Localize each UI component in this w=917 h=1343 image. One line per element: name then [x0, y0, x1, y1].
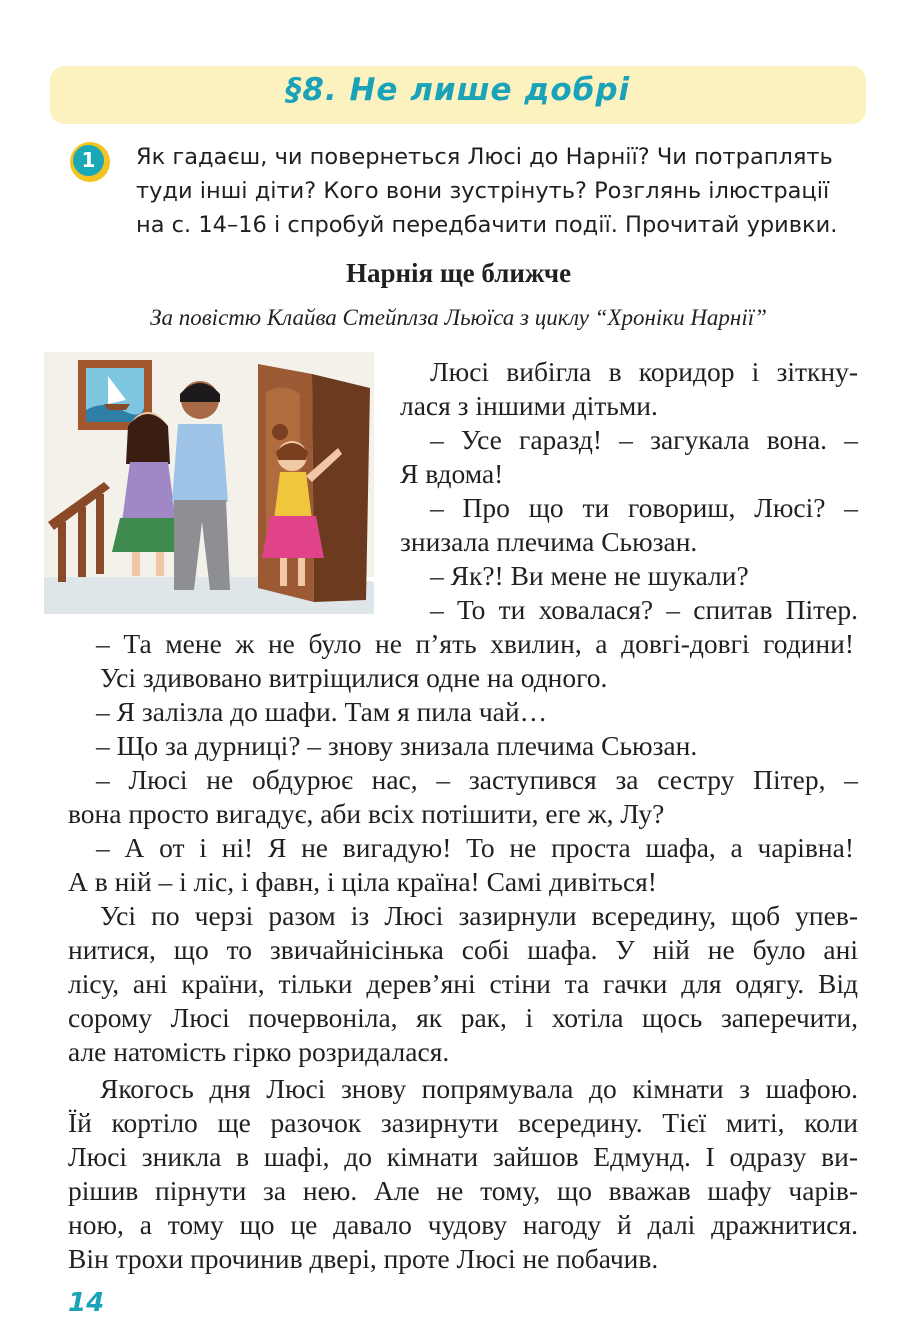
page-number: 14	[68, 1288, 105, 1318]
text-line: Він трохи прочинив двері, проте Люсі не побачив.	[68, 1243, 659, 1274]
task-line: туди інші діти? Кого вони зустрінуть? Розглянь ілюстрації	[136, 178, 830, 204]
text-line: – Усе гаразд! – загукала вона. –	[430, 424, 858, 455]
text-line: Люсі вибігла в коридор і зіткну-	[430, 356, 858, 387]
section-title: §8. Не лише добрі	[285, 72, 631, 108]
text-line: лісу, ані країни, тільки дерев’яні стіни та гачки для одягу. Від	[68, 968, 858, 999]
children-illustration	[44, 352, 374, 614]
task-line: Як гадаєш, чи повернеться Люсі до Нарнії? Чи потраплять	[136, 144, 833, 170]
text-line: – Люсі не обдурює нас, – заступився за сестру Пітер, –	[96, 764, 858, 795]
section-title-band	[50, 66, 866, 124]
text-line: – Що за дурниці? – знову знизала плечима Сьюзан.	[96, 730, 698, 761]
text-line: – А от і ні! Я не вигадую! То не проста шафа, а чарівна!	[96, 832, 854, 863]
text-line: – Як?! Ви мене не шукали?	[430, 560, 749, 591]
text-line: – Про що ти говориш, Люсі? –	[430, 492, 858, 523]
text-line: – Я залізла до шафи. Там я пила чай…	[96, 696, 548, 727]
text-line: рішив пірнути за нею. Але не тому, що вважав шафу чарів-	[68, 1175, 858, 1206]
text-line: але натомість гірко розридалася.	[68, 1036, 450, 1067]
text-line: А в ній – і ліс, і фавн, і ціла країна! Самі дивіться!	[68, 866, 657, 897]
text-line: – Та мене ж не було не п’ять хвилин, а довгі-довгі години!	[96, 628, 854, 659]
text-line: лася з іншими дітьми.	[400, 390, 658, 421]
text-line: – То ти ховалася? – спитав Пітер.	[430, 594, 858, 625]
text-line: Люсі зникла в шафі, до кімнати зайшов Едмунд. І одразу ви-	[68, 1141, 858, 1172]
text-line: Усі по черзі разом із Люсі зазирнули всередину, щоб упев-	[100, 900, 858, 931]
text-line: Усі здивовано витріщилися одне на одного.	[100, 662, 608, 693]
text-line: Їй кортіло ще разочок зазирнути всередину. Тієї миті, коли	[68, 1107, 858, 1138]
task-number-badge	[70, 142, 110, 182]
story-subtitle: За повістю Клайва Стейплза Льюїса з циклу “Хроніки Нарнії”	[150, 305, 767, 330]
task-text	[136, 140, 866, 242]
text-line: сорому Люсі почервоніла, як рак, і хотіла щось заперечити,	[68, 1002, 858, 1033]
task-line: на с. 14–16 і спробуй передбачити події. Прочитай уривки.	[136, 212, 838, 238]
story-title: Нарнія ще ближче	[345, 258, 572, 288]
task-number: 1	[73, 145, 104, 176]
text-line: ною, а тому що це давало чудову нагоду й далі дражнитися.	[68, 1209, 858, 1240]
text-line: Якогось дня Люсі знову попрямувала до кімнати з шафою.	[100, 1073, 858, 1104]
text-line: вона просто вигадує, аби всіх потішити, еге ж, Лу?	[68, 798, 665, 829]
text-line: Я вдома!	[400, 458, 504, 489]
text-line: нитися, що то звичайнісінька собі шафа. У ній не було ані	[68, 934, 858, 965]
text-line: знизала плечима Сьюзан.	[400, 526, 698, 557]
